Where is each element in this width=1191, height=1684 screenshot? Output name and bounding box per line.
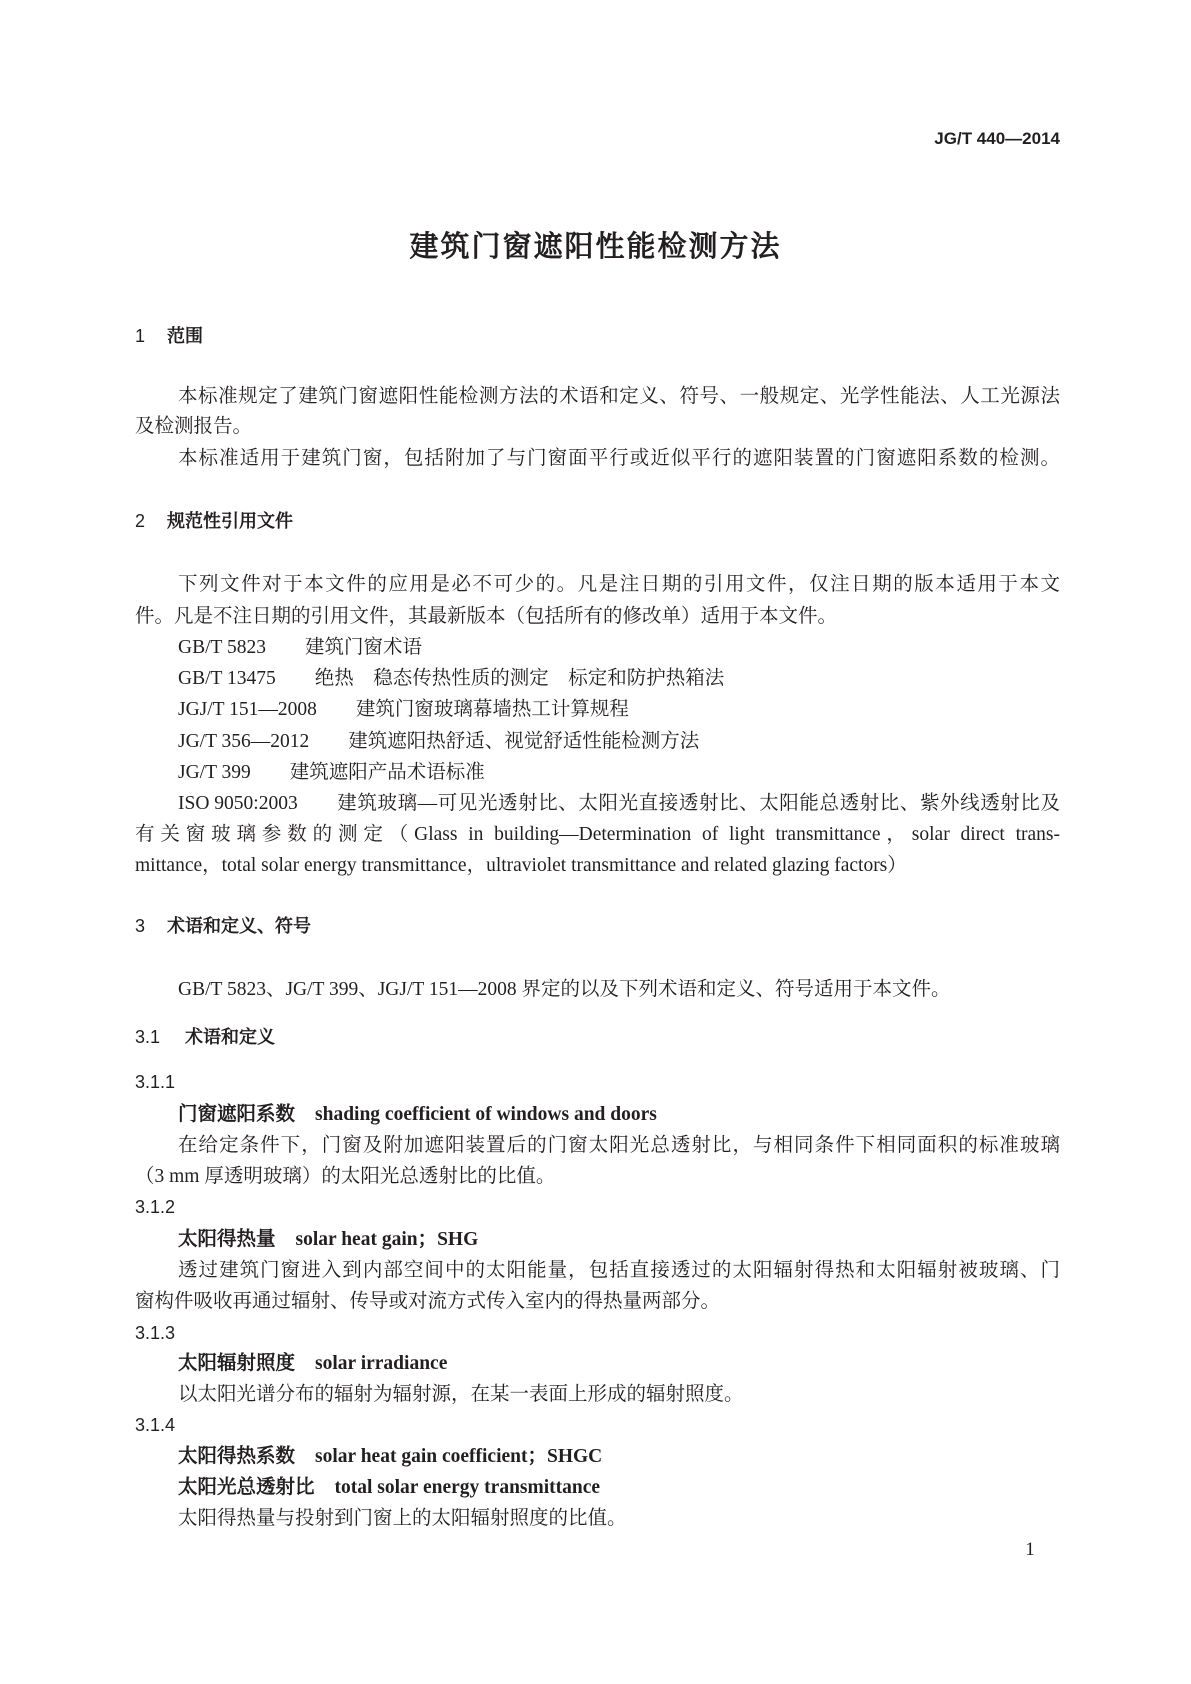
document-title: 建筑门窗遮阳性能检测方法 [409,231,782,263]
reference-title: 建筑遮阳产品术语标准 [289,762,485,783]
reference-item [178,663,1060,694]
term-definition-line-1: 在给定条件下，门窗及附加遮阳装置后的门窗太阳光总透射比，与相同条件下相同面积的标准玻璃 [178,1135,1060,1156]
section-3-heading [135,911,1060,942]
subsection-heading-text: 术语和定义 [185,1027,275,1047]
reference-code: GB/T 5823 [178,637,266,658]
term-name-zh: 太阳辐射照度 [178,1352,296,1374]
term-name-zh: 太阳得热量 [178,1228,276,1250]
subsection-3-1-heading [135,1022,1060,1053]
section-1-heading [135,321,1060,352]
term-name-synonym [178,1472,1060,1503]
term-number: 3.1.2 [135,1197,176,1217]
reference-title-line-1: 建筑玻璃—可见光透射比、太阳光直接透射比、太阳能总透射比、紫外线透射比及 [336,793,1060,814]
section-number: 2 [135,511,146,531]
term-number: 3.1.1 [135,1072,176,1092]
reference-item [178,757,1060,788]
scope-paragraph-2-line-1: 本标准适用于建筑门窗，包括附加了与门窗面平行或近似平行的遮阳装置的门窗遮阳系数的检测。 [178,448,1060,469]
term-name [178,1224,1060,1255]
term-number: 3.1.3 [135,1323,176,1343]
term-definition-line-1: 透过建筑门窗进入到内部空间中的太阳能量，包括直接透过的太阳辐射得热和太阳辐射被玻璃、门 [178,1260,1060,1281]
section-heading-text: 规范性引用文件 [167,511,293,531]
term-name [178,1441,1060,1472]
term-definition-line-1: 太阳得热量与投射到门窗上的太阳辐射照度的比值。 [178,1508,627,1529]
section-number: 1 [135,326,146,346]
term-name [178,1348,1060,1379]
reference-code: JGJ/T 151—2008 [178,699,317,720]
scope-paragraph-1-line-2: 及检测报告。 [135,416,253,437]
reference-code: JG/T 356—2012 [178,731,310,752]
term-definition-line-2: 窗构件吸收再通过辐射、传导或对流方式传入室内的得热量两部分。 [135,1291,721,1312]
term-name-zh: 太阳光总透射比 [178,1476,315,1498]
reference-item [178,726,1060,757]
term-definition-line-1: 以太阳光谱分布的辐射为辐射源，在某一表面上形成的辐射照度。 [178,1384,744,1405]
page-number: 1 [1025,1539,1035,1560]
reference-title-line-2: 有关窗玻璃参数的测定（Glass in building—Determination of light transmittance，solar direct trans- [135,824,1060,845]
terms-intro: GB/T 5823、JG/T 399、JGJ/T 151—2008 界定的以及下列术语和定义、符号适用于本文件。 [178,979,951,1000]
term-number: 3.1.4 [135,1415,176,1435]
reference-title: 建筑门窗玻璃幕墙热工计算规程 [355,699,629,720]
reference-code: ISO 9050:2003 [178,793,298,814]
reference-title: 绝热 稳态传热性质的测定 标定和防护热箱法 [314,668,725,689]
references-intro-line-1: 下列文件对于本文件的应用是必不可少的。凡是注日期的引用文件，仅注日期的版本适用于本文 [178,574,1060,595]
references-intro-line-2: 件。凡是不注日期的引用文件，其最新版本（包括所有的修改单）适用于本文件。 [135,606,838,627]
reference-code: GB/T 13475 [178,668,276,689]
reference-item [178,694,1060,725]
term-name-en: solar heat gain；SHG [295,1229,479,1250]
reference-code: JG/T 399 [178,762,251,783]
term-name-en: shading coefficient of windows and doors [315,1104,657,1125]
term-definition-line-2: （3 mm 厚透明玻璃）的太阳光总透射比的比值。 [135,1166,556,1187]
reference-title: 建筑遮阳热舒适、视觉舒适性能检测方法 [348,731,700,752]
section-heading-text: 术语和定义、符号 [167,916,311,936]
standard-code-header: JG/T 440—2014 [934,129,1060,148]
term-name [178,1099,1060,1130]
term-name-en: solar heat gain coefficient；SHGC [315,1446,603,1467]
term-name-en: total solar energy transmittance [334,1477,601,1498]
term-name-zh: 门窗遮阳系数 [178,1103,296,1125]
subsection-number: 3.1 [135,1027,161,1047]
reference-title: 建筑门窗术语 [304,637,422,658]
scope-paragraph-1-line-1: 本标准规定了建筑门窗遮阳性能检测方法的术语和定义、符号、一般规定、光学性能法、人工光源法 [178,386,1060,407]
section-heading-text: 范围 [167,326,203,346]
section-2-heading [135,506,1060,537]
reference-item [178,632,1060,663]
term-name-en: solar irradiance [315,1353,448,1374]
reference-item-iso [178,788,1060,819]
term-name-zh: 太阳得热系数 [178,1445,296,1467]
section-number: 3 [135,916,146,936]
reference-title-line-3: mittance，total solar energy transmittance，ultraviolet transmittance and related glazing factors） [135,855,907,876]
